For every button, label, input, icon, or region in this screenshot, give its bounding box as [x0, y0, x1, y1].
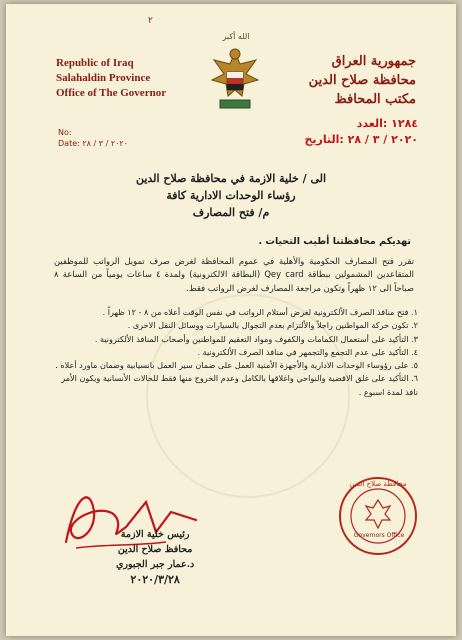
stamp-arabic-text: محافظة صلاح الدين	[349, 480, 407, 488]
signature-block	[116, 527, 194, 587]
stamp-english-text: Governors Office	[353, 532, 405, 539]
instructions-list	[46, 306, 418, 399]
english-letterhead	[56, 56, 166, 101]
addressee-to: الى / خلية الازمة في محافظة صلاح الدين	[135, 172, 327, 185]
addressee-heads: رؤساء الوحدات الادارية كافة	[166, 189, 296, 202]
greeting: تهديكم محافظتنا أطيب التحيات .	[258, 236, 411, 247]
office-ar: مكتب المحافظ	[334, 92, 416, 107]
signer-name: د.عمار جبر الجبوري	[116, 559, 195, 570]
list-item: ٥. على رؤوساء الوحدات الادارية والأجهزة الأمنية العمل على ضمان سير العمل بانسيابية وضمان ماورد أعلاه .	[55, 360, 418, 371]
addressee-block	[6, 170, 456, 221]
emblem-motto: الله أكبر	[222, 32, 250, 41]
country-en: Republic of Iraq	[56, 57, 134, 69]
country-ar: جمهورية العراق	[331, 54, 416, 69]
list-item: ٢. تكون حركة المواطنين راجلاً والألتزام بعدم التجوال بالسيارات ووسائل النقل الاخرى .	[127, 320, 418, 331]
reference-right	[304, 116, 418, 148]
ref-date-left: Date: ٢٠٢٠ / ٣ / ٢٨	[58, 139, 128, 148]
body-paragraph: تقرر فتح المصارف الحكومية والأهلية في عموم المحافظة لغرض صرف تمويل الرواتب للموظفين المتقاعدين المشمولين ببطاقة Qey card (البطاقة الالكترونية) ولمدة ٤ ساعات يومياً من الساعة ٨ صباحاً الى ١٢ ظهراً وتكون مراجعة المصارف لغرض الرواتب فقط.	[54, 256, 414, 293]
province-en: Salahaldin Province	[56, 72, 151, 84]
official-seal-stamp	[336, 474, 420, 558]
list-item: ٣. التأكيد على أستعمال الكمامات والكفوف ومواد التعقيم للمواطنين وأصحاب المنافذ الألكترونية .	[94, 333, 418, 344]
page-mark: ٢	[148, 16, 153, 26]
document-page	[6, 4, 456, 636]
signature-date: ٢٠٢٠/٣/٢٨	[130, 573, 180, 586]
ref-date: ٢٠٢٠ / ٣ / ٢٨ :التاريخ	[304, 133, 418, 146]
subject-line: م/ فتح المصارف	[192, 206, 270, 219]
signer-title: رئيس خلية الازمة	[120, 529, 190, 540]
iraq-eagle-emblem-icon	[206, 44, 264, 120]
arabic-letterhead	[309, 52, 416, 109]
list-item: ١. فتح منافذ الصرف الألكترونية لغرض أستلام الرواتب في نفس الوقت أعلاه من ٨ - ١٢ ظهراً .	[102, 307, 418, 317]
ref-number: ١٢٨٤ :العدد	[356, 117, 418, 130]
list-item: ٤. التأكيد على عدم التجمع والتجمهر في منافذ الصرف الألكترونية .	[197, 346, 418, 357]
reference-left	[58, 127, 128, 149]
letterhead	[6, 4, 456, 154]
signer-position: محافظ صلاح الدين	[117, 544, 193, 555]
list-item: ٦. التأكيد على غلق الاقضية والنواحي واغلاقها بالكامل وعدم الخروج منها فقط للحالات الأنسانية ويكون الأمر نافذ لمدة اسبوع .	[61, 373, 418, 397]
ref-no-label: No:	[58, 128, 72, 137]
province-ar: محافظة صلاح الدين	[308, 73, 416, 88]
office-en: Office of The Governor	[56, 87, 167, 99]
